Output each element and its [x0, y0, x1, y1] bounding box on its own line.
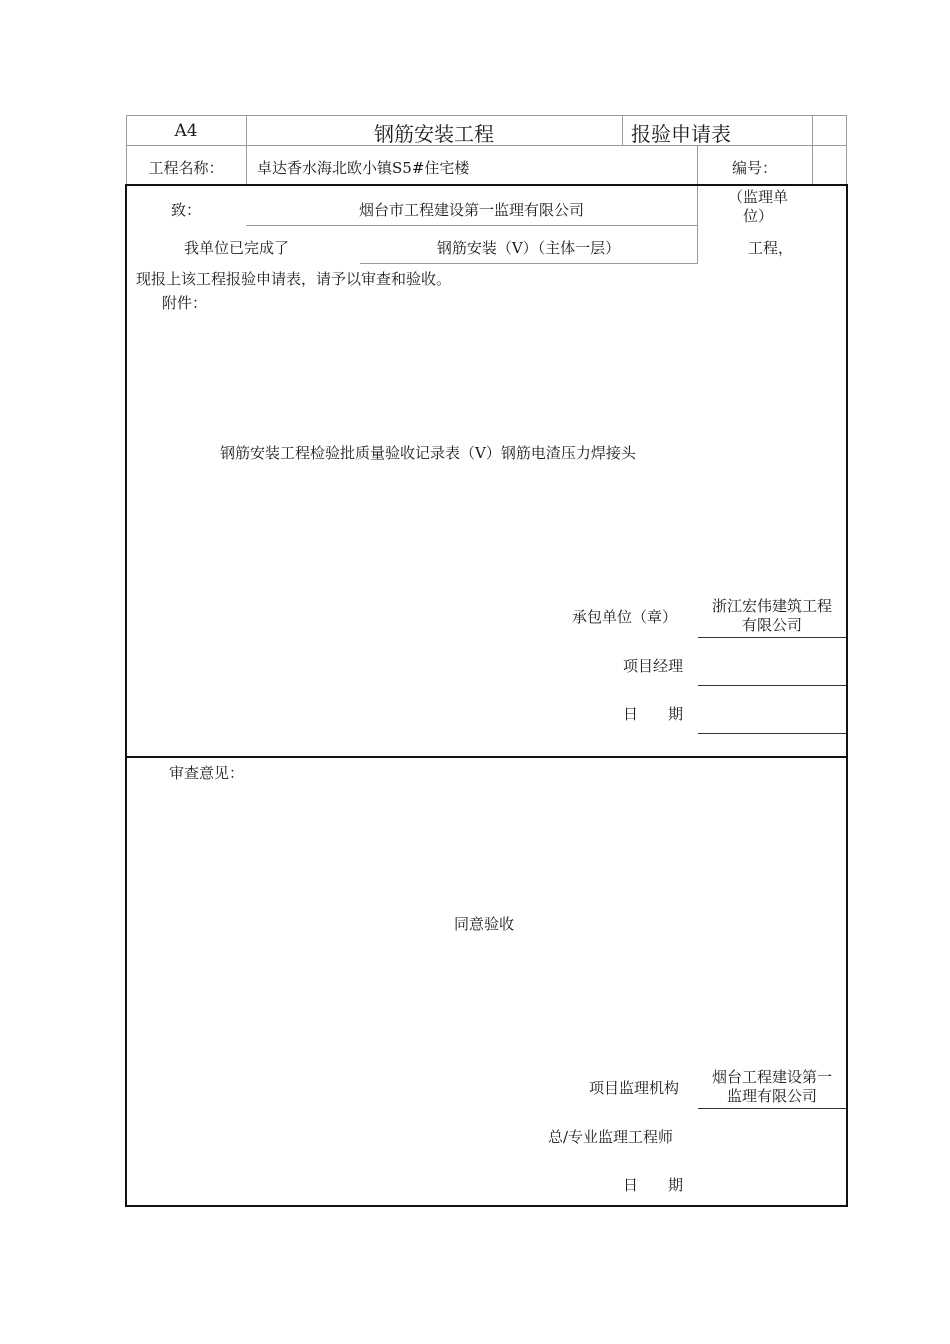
- supervision-org-name: 烟台工程建设第一监理有限公司: [711, 1068, 832, 1105]
- work-item-underline: [360, 263, 697, 264]
- project-name-label: 工程名称：: [148, 159, 224, 177]
- form-number-label: 编号：: [731, 159, 777, 177]
- engineer-label: 总/专业监理工程师: [548, 1128, 674, 1146]
- supervisor-company: 烟台市工程建设第一监理有限公司: [358, 201, 584, 219]
- form-title-right: 报验申请表: [631, 122, 731, 146]
- review-section: [125, 756, 848, 1207]
- to-label: 致：: [171, 201, 202, 219]
- attachment-label: 附件：: [162, 294, 208, 312]
- review-date-label: 日 期: [623, 1176, 684, 1194]
- application-date-underline: [698, 733, 846, 734]
- manager-label: 项目经理: [623, 657, 684, 675]
- supervisor-side-divider: [697, 186, 698, 264]
- project-name-value: 卓达香水海北欧小镇S5#住宅楼: [257, 159, 470, 177]
- form-code: A4: [174, 121, 198, 141]
- opinion-label: 审查意见：: [169, 764, 245, 782]
- work-suffix: 工程，: [748, 239, 794, 257]
- contractor-name: 浙江宏伟建筑工程有限公司: [711, 597, 832, 634]
- manager-underline: [698, 685, 846, 686]
- header-col-divider-3: [812, 115, 813, 185]
- supervision-org-underline: [698, 1108, 846, 1109]
- contractor-underline: [698, 637, 846, 638]
- request-text: 现报上该工程报验申请表，请予以审查和验收。: [136, 270, 452, 288]
- supervisor-underline: [246, 225, 697, 226]
- header-col-divider-2: [622, 115, 623, 145]
- supervisor-suffix: （监理单位）: [727, 188, 788, 225]
- supervision-org-label: 项目监理机构: [589, 1079, 680, 1097]
- attachment-text: 钢筋安装工程检验批质量验收记录表（Ⅴ）钢筋电渣压力焊接头: [220, 444, 636, 462]
- form-title-left: 钢筋安装工程: [374, 122, 494, 146]
- completed-prefix: 我单位已完成了: [184, 239, 290, 257]
- work-item: 钢筋安装（Ⅴ）（主体一层）: [436, 239, 621, 257]
- opinion-text: 同意验收: [454, 915, 515, 933]
- header-top-border: [126, 115, 846, 116]
- application-date-label: 日 期: [623, 705, 684, 723]
- contractor-label: 承包单位（章）: [572, 608, 678, 626]
- header-right-border: [846, 115, 847, 185]
